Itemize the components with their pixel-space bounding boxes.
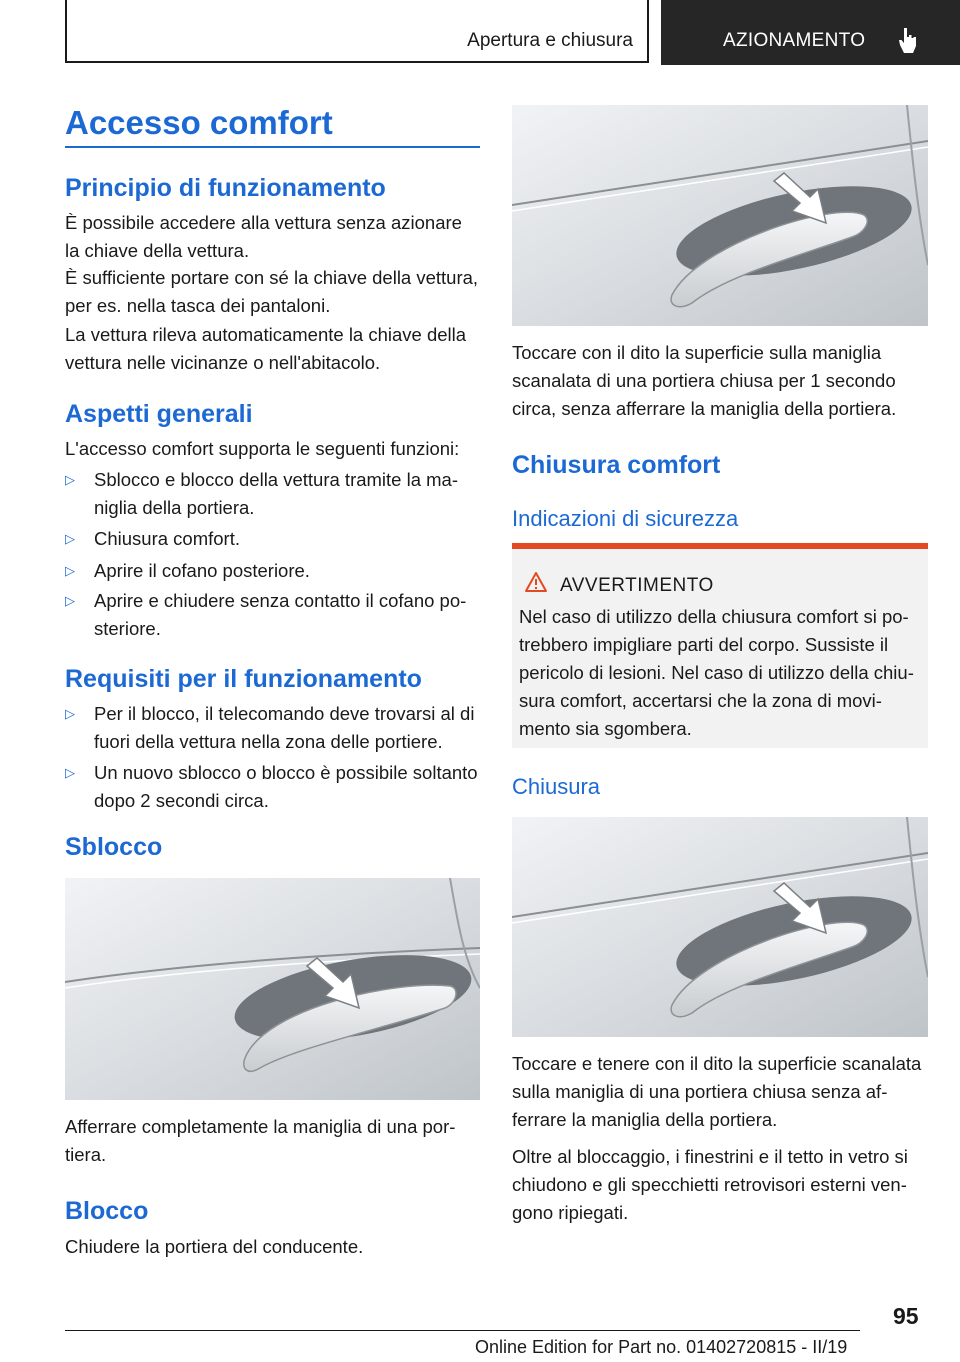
top-caption: Toccare con il dito la superficie sulla maniglia scanalata di una portiera chiusa per 1 secondo circa, senza afferrare la maniglia della portiera. [512,342,897,419]
chapter-title: AZIONAMENTO [723,30,866,51]
door-handle-image [512,817,928,1037]
heading-chiusura: Chiusura [512,774,601,799]
title-rule [65,146,480,148]
heading-chiusura-comfort: Chiusura comfort [512,451,721,479]
header-chapter-box [661,0,960,65]
chiusura-p2: Oltre al bloccaggio, i finestrini e il tetto in vetro si chiudono e gli specchietti retrovisori esterni vengono ripiegati. [512,1146,908,1223]
warning-title: AVVERTIMENTO [560,575,714,596]
footer-rule [65,1330,860,1331]
warning-triangle-icon [524,571,548,598]
triangle-right-icon: ▷ [65,531,75,546]
triangle-right-icon: ▷ [65,765,75,780]
page-title: Accesso comfort [65,104,333,141]
sblocco-caption: Afferrare completamente la maniglia di una portiera. [65,1116,456,1165]
warning-box [512,549,928,748]
heading-sblocco: Sblocco [65,833,163,861]
blocco-text: Chiudere la portiera del conducente. [65,1236,364,1257]
principio-p3: La vettura rileva automaticamente la chiave della vettura nelle vicinanze o nell'abitacolo. [65,324,467,373]
heading-principio: Principio di funzionamento [65,174,386,202]
aspetti-intro: L'accesso comfort supporta le seguenti funzioni: [65,438,460,459]
triangle-right-icon: ▷ [65,472,75,487]
warning-text: Nel caso di utilizzo della chiusura comfort si potrebbero impigliare parti del corpo. Sussiste il pericolo di lesioni. Nel caso di utilizzo della chiusura comfort, accertarsi che la zona di movimento sia sgombera. [519,606,914,739]
section-title: Apertura e chiusura [467,30,633,51]
hand-pointer-icon [897,26,919,59]
heading-requisiti: Requisiti per il funzionamento [65,665,422,693]
door-handle-image [65,878,480,1100]
heading-blocco: Blocco [65,1197,149,1225]
heading-aspetti: Aspetti generali [65,400,253,428]
principio-p1: È possibile accedere alla vettura senza azionare la chiave della vettura. [65,212,462,261]
footer-edition: Online Edition for Part no. 01402720815 - II/19 [475,1337,848,1357]
chiusura-p1: Toccare e tenere con il dito la superficie scanalata sulla maniglia di una portiera chiusa senza afferrare la maniglia della portiera. [512,1053,922,1130]
page-number: 95 [893,1303,919,1329]
header-section-box [65,0,649,63]
door-handle-image [512,105,928,326]
heading-sicurezza: Indicazioni di sicurezza [512,506,739,531]
triangle-right-icon: ▷ [65,593,75,608]
triangle-right-icon: ▷ [65,706,75,721]
triangle-right-icon: ▷ [65,563,75,578]
principio-p2: È sufficiente portare con sé la chiave della vettura, per es. nella tasca dei pantaloni. [65,267,479,316]
